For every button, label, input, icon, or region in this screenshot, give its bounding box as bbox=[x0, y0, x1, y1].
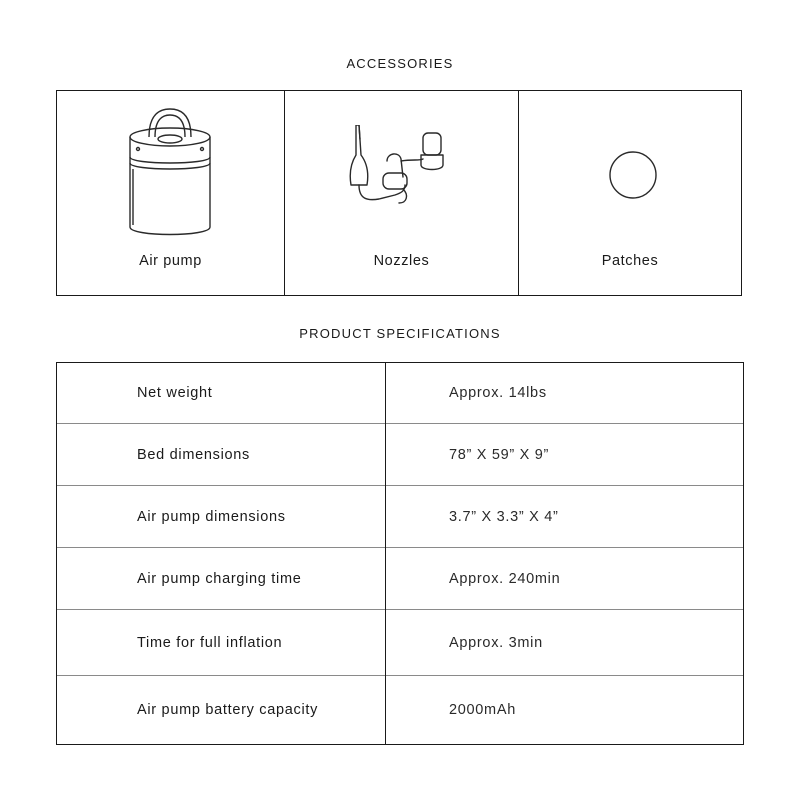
accessory-air-pump bbox=[57, 91, 284, 295]
spec-value: 2000mAh bbox=[449, 701, 516, 718]
spec-row bbox=[57, 675, 743, 743]
spec-value: Approx. 240min bbox=[449, 570, 561, 587]
accessory-label-nozzles: Nozzles bbox=[373, 253, 430, 269]
spec-row bbox=[57, 609, 743, 675]
specifications-title: PRODUCT SPECIFICATIONS bbox=[299, 326, 501, 341]
air-pump-icon bbox=[125, 105, 215, 245]
spec-value: Approx. 3min bbox=[449, 634, 543, 651]
spec-value: Approx. 14lbs bbox=[449, 385, 547, 401]
nozzles-icon bbox=[343, 125, 463, 221]
accessory-nozzles bbox=[284, 91, 518, 295]
specifications-table bbox=[56, 362, 744, 745]
spec-row bbox=[57, 363, 743, 423]
spec-label: Air pump battery capacity bbox=[137, 701, 319, 718]
spec-label: Net weight bbox=[137, 385, 213, 401]
spec-label: Air pump charging time bbox=[137, 570, 302, 587]
accessory-label-air-pump: Air pump bbox=[139, 253, 202, 269]
patch-icon bbox=[608, 150, 658, 200]
spec-row bbox=[57, 423, 743, 485]
spec-label: Air pump dimensions bbox=[137, 508, 286, 525]
spec-label: Time for full inflation bbox=[137, 634, 283, 651]
spec-label: Bed dimensions bbox=[137, 446, 250, 463]
spec-row bbox=[57, 485, 743, 547]
spec-row bbox=[57, 547, 743, 609]
accessory-patches bbox=[518, 91, 741, 295]
accessories-title: ACCESSORIES bbox=[346, 56, 454, 71]
spec-value: 3.7” X 3.3” X 4” bbox=[449, 508, 559, 525]
accessory-label-patches: Patches bbox=[601, 253, 659, 269]
column-divider bbox=[385, 363, 386, 744]
spec-value: 78” X 59” X 9” bbox=[449, 446, 550, 463]
accessories-table bbox=[56, 90, 742, 296]
